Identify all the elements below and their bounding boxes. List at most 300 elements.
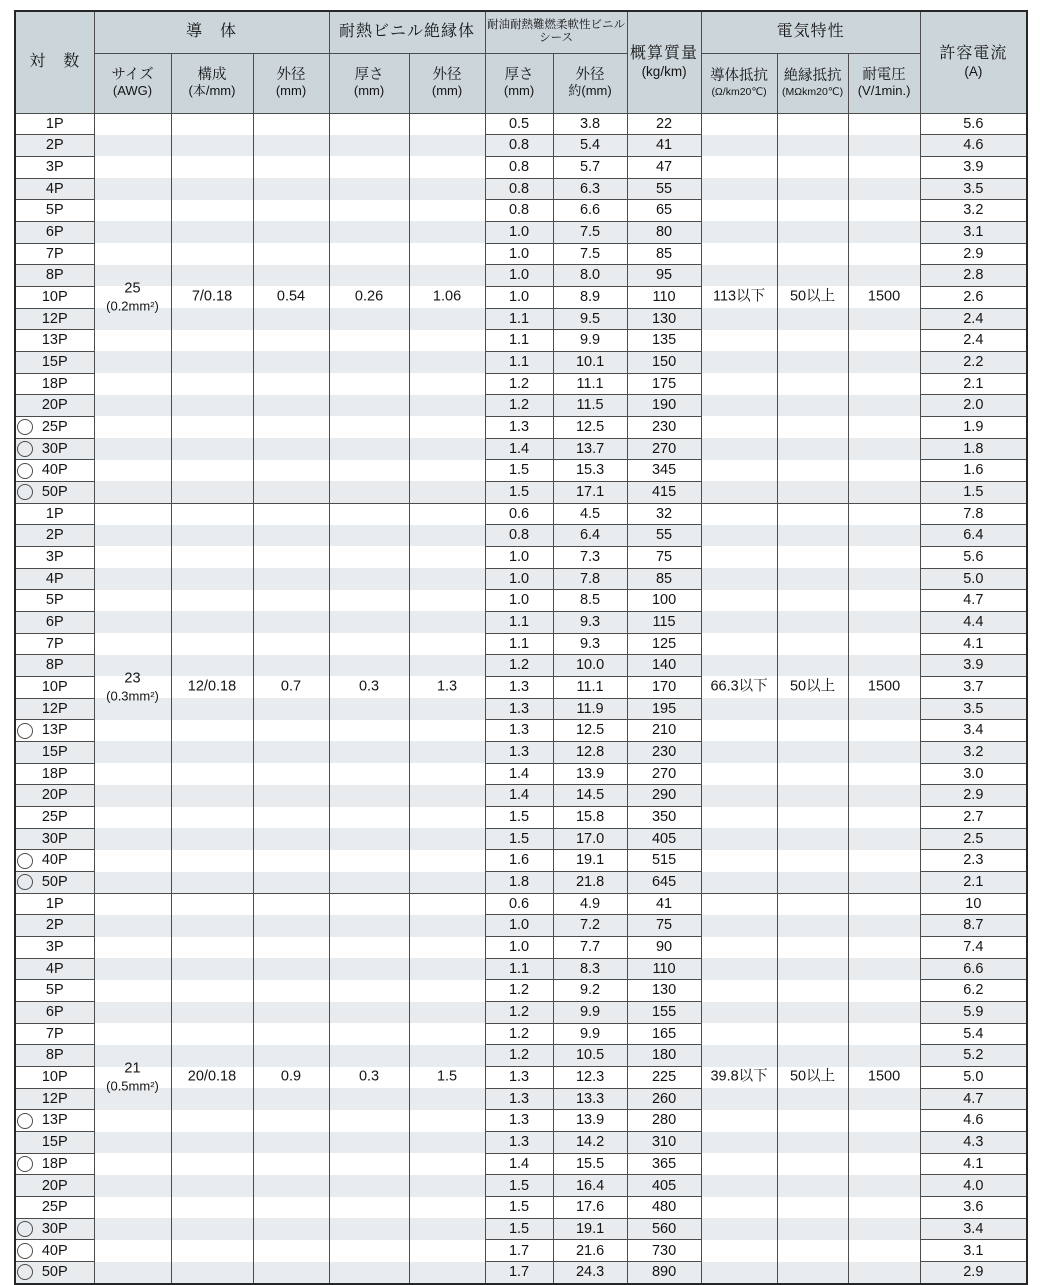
conductor-od-cell xyxy=(253,395,329,417)
insulation-resistance-cell xyxy=(777,958,848,980)
sheath-thickness-cell: 1.2 xyxy=(485,395,553,417)
sheath-od-cell: 13.9 xyxy=(553,1110,627,1132)
conductor-od-cell xyxy=(253,720,329,742)
conductor-resistance-cell xyxy=(701,1132,777,1154)
pair-count-cell xyxy=(15,395,94,417)
mass-cell: 180 xyxy=(627,1045,701,1067)
allowable-current-cell: 5.4 xyxy=(920,1023,1027,1045)
insulation-thickness-cell xyxy=(329,1067,409,1089)
allowable-current-cell: 4.6 xyxy=(920,1110,1027,1132)
insulation-od-cell xyxy=(409,351,485,373)
pair-count-label: 2P xyxy=(45,917,64,934)
conductor-od-cell xyxy=(253,286,329,308)
pair-count-label: 6P xyxy=(45,223,64,240)
table-row xyxy=(15,286,1027,308)
table-row xyxy=(15,308,1027,330)
sheath-thickness-cell: 1.1 xyxy=(485,351,553,373)
insulation-resistance-cell xyxy=(777,416,848,438)
insulation-resistance-cell xyxy=(777,850,848,872)
insulation-od-cell xyxy=(409,1218,485,1240)
allowable-current-cell: 6.6 xyxy=(920,958,1027,980)
size-cell xyxy=(94,1023,171,1045)
sheath-od-cell: 9.9 xyxy=(553,1023,627,1045)
sheath-thickness-cell: 1.4 xyxy=(485,763,553,785)
construction-cell xyxy=(171,980,253,1002)
sheath-thickness-cell: 1.0 xyxy=(485,265,553,287)
mass-cell: 85 xyxy=(627,243,701,265)
allowable-current-cell: 4.7 xyxy=(920,590,1027,612)
withstand-voltage-cell xyxy=(848,611,920,633)
sheath-thickness-cell: 1.3 xyxy=(485,1088,553,1110)
sheath-od-cell: 11.5 xyxy=(553,395,627,417)
table-row xyxy=(15,1002,1027,1024)
conductor-resistance-cell xyxy=(701,135,777,157)
construction-cell xyxy=(171,807,253,829)
insulation-od-cell xyxy=(409,373,485,395)
insulation-od-cell xyxy=(409,1197,485,1219)
allowable-current-cell: 2.9 xyxy=(920,1262,1027,1284)
ins_resistance-value: 50以上 xyxy=(789,678,836,695)
conductor-od-cell xyxy=(253,113,329,135)
insulation-resistance-cell xyxy=(777,351,848,373)
insulation-od-cell xyxy=(409,1045,485,1067)
conductor-resistance-cell xyxy=(701,655,777,677)
table-row xyxy=(15,958,1027,980)
pair-count-label: 8P xyxy=(45,1047,64,1064)
insulation-resistance-cell xyxy=(777,265,848,287)
conductor-resistance-cell xyxy=(701,178,777,200)
conductor-resistance-cell xyxy=(701,1153,777,1175)
header-current-unit: (A) xyxy=(964,64,983,80)
withstand-voltage-cell xyxy=(848,698,920,720)
allowable-current-cell: 3.5 xyxy=(920,698,1027,720)
conductor-od-cell xyxy=(253,590,329,612)
mass-cell: 175 xyxy=(627,373,701,395)
table-row xyxy=(15,698,1027,720)
insulation-od-cell xyxy=(409,395,485,417)
pair-count-cell xyxy=(15,1175,94,1197)
conductor-resistance-cell xyxy=(701,1110,777,1132)
mass-cell: 55 xyxy=(627,178,701,200)
conductor-od-cell xyxy=(253,1262,329,1284)
mass-cell: 110 xyxy=(627,286,701,308)
insulation-thickness-cell xyxy=(329,503,409,525)
conductor_od-value: 0.54 xyxy=(276,288,306,305)
sheath-thickness-cell: 0.8 xyxy=(485,525,553,547)
pair-count-cell xyxy=(15,503,94,525)
table-row xyxy=(15,1197,1027,1219)
conductor-resistance-cell xyxy=(701,741,777,763)
conductor-resistance-cell xyxy=(701,698,777,720)
table-row xyxy=(15,676,1027,698)
insulation-resistance-cell xyxy=(777,525,848,547)
size-cell xyxy=(94,958,171,980)
insulation-od-cell xyxy=(409,481,485,503)
table-row xyxy=(15,655,1027,677)
construction-cell xyxy=(171,1132,253,1154)
ins_od-value: 1.3 xyxy=(436,678,458,695)
allowable-current-cell: 4.1 xyxy=(920,633,1027,655)
allowable-current-cell: 6.2 xyxy=(920,980,1027,1002)
mass-cell: 165 xyxy=(627,1023,701,1045)
pair-count-label: 10P xyxy=(41,679,68,696)
size-cell xyxy=(94,850,171,872)
insulation-od-cell xyxy=(409,416,485,438)
sheath-thickness-cell: 1.5 xyxy=(485,460,553,482)
pair-count-label: 12P xyxy=(41,1090,68,1107)
pair-count-label: 6P xyxy=(45,1004,64,1021)
table-row xyxy=(15,481,1027,503)
size-cell xyxy=(94,1197,171,1219)
sheath-od-cell: 21.6 xyxy=(553,1240,627,1262)
insulation-od-cell xyxy=(409,1067,485,1089)
sheath-thickness-cell: 1.2 xyxy=(485,1023,553,1045)
table-row xyxy=(15,741,1027,763)
insulation-od-cell xyxy=(409,633,485,655)
sheath-od-cell: 16.4 xyxy=(553,1175,627,1197)
size-cell xyxy=(94,546,171,568)
withstand-voltage-cell xyxy=(848,438,920,460)
withstand-voltage-cell xyxy=(848,135,920,157)
withstand-voltage-cell xyxy=(848,308,920,330)
size-cell xyxy=(94,590,171,612)
insulation-thickness-cell xyxy=(329,113,409,135)
insulation-od-cell xyxy=(409,1240,485,1262)
withstand-voltage-cell xyxy=(848,720,920,742)
insulation-resistance-cell xyxy=(777,807,848,829)
insulation-resistance-cell xyxy=(777,135,848,157)
sheath-thickness-cell: 1.6 xyxy=(485,850,553,872)
insulation-od-cell xyxy=(409,178,485,200)
size-cell xyxy=(94,156,171,178)
allowable-current-cell: 1.8 xyxy=(920,438,1027,460)
header-insulation-thickness xyxy=(329,53,409,113)
mass-cell: 100 xyxy=(627,590,701,612)
table-row xyxy=(15,265,1027,287)
withstand-voltage-cell xyxy=(848,1002,920,1024)
size-cell xyxy=(94,243,171,265)
insulation-thickness-cell xyxy=(329,265,409,287)
conductor-resistance-cell xyxy=(701,460,777,482)
size-cell xyxy=(94,373,171,395)
mass-cell: 41 xyxy=(627,135,701,157)
conductor-resistance-cell xyxy=(701,1175,777,1197)
allowable-current-cell: 8.7 xyxy=(920,915,1027,937)
mass-cell: 645 xyxy=(627,872,701,894)
sheath-od-cell: 8.3 xyxy=(553,958,627,980)
header-insulation-od xyxy=(409,53,485,113)
table-row xyxy=(15,785,1027,807)
construction-cell xyxy=(171,720,253,742)
sheath-od-cell: 7.5 xyxy=(553,221,627,243)
withstand-voltage-cell xyxy=(848,893,920,915)
withstand-voltage-cell xyxy=(848,351,920,373)
conductor-resistance-cell xyxy=(701,1045,777,1067)
mass-cell: 110 xyxy=(627,958,701,980)
header-insulation-thickness-unit: (mm) xyxy=(353,83,385,99)
resistance-value: 113以下 xyxy=(713,288,766,305)
table-row xyxy=(15,763,1027,785)
insulation-od-cell xyxy=(409,1262,485,1284)
size-cell xyxy=(94,525,171,547)
size-cell xyxy=(94,785,171,807)
header-resistance xyxy=(701,53,777,113)
conductor-od-cell xyxy=(253,438,329,460)
construction-cell xyxy=(171,763,253,785)
conductor-resistance-cell xyxy=(701,980,777,1002)
pair-count-cell xyxy=(15,1067,94,1089)
allowable-current-cell: 3.7 xyxy=(920,676,1027,698)
mass-cell: 130 xyxy=(627,308,701,330)
conductor-resistance-cell xyxy=(701,720,777,742)
spec-table-header xyxy=(15,11,1027,113)
table-row xyxy=(15,568,1027,590)
allowable-current-cell: 3.4 xyxy=(920,1218,1027,1240)
size-cell xyxy=(94,1110,171,1132)
withstand-voltage-cell xyxy=(848,113,920,135)
header-sheath-thickness xyxy=(485,53,553,113)
withstand-voltage-cell xyxy=(848,633,920,655)
construction-cell xyxy=(171,915,253,937)
pair-count-label: 8P xyxy=(45,657,64,674)
insulation-od-cell xyxy=(409,741,485,763)
sheath-thickness-cell: 1.3 xyxy=(485,741,553,763)
size-cell xyxy=(94,893,171,915)
table-row xyxy=(15,438,1027,460)
spec-table xyxy=(14,10,1028,1285)
sheath-od-cell: 9.3 xyxy=(553,611,627,633)
mass-cell: 95 xyxy=(627,265,701,287)
insulation-thickness-cell xyxy=(329,655,409,677)
mass-cell: 515 xyxy=(627,850,701,872)
insulation-thickness-cell xyxy=(329,481,409,503)
insulation-od-cell xyxy=(409,763,485,785)
header-insulation-resistance xyxy=(777,53,848,113)
header-insulation-resistance-label: 絶縁抵抗 xyxy=(783,68,842,85)
pair-count-cell xyxy=(15,178,94,200)
withstand-voltage-cell xyxy=(848,828,920,850)
pair-count-label: 25P xyxy=(41,418,68,435)
insulation-od-cell xyxy=(409,1023,485,1045)
insulation-resistance-cell xyxy=(777,1067,848,1089)
sheath-od-cell: 21.8 xyxy=(553,872,627,894)
mass-cell: 350 xyxy=(627,807,701,829)
withstand-voltage-cell xyxy=(848,915,920,937)
mass-cell: 41 xyxy=(627,893,701,915)
pair-count-cell xyxy=(15,1197,94,1219)
pair-count-cell xyxy=(15,872,94,894)
construction-cell xyxy=(171,741,253,763)
conductor-od-cell xyxy=(253,460,329,482)
header-voltage xyxy=(848,53,920,113)
conductor-od-cell xyxy=(253,351,329,373)
sheath-od-cell: 5.4 xyxy=(553,135,627,157)
withstand-voltage-cell xyxy=(848,395,920,417)
pair-count-cell xyxy=(15,915,94,937)
pair-count-cell xyxy=(15,1262,94,1284)
sheath-thickness-cell: 1.3 xyxy=(485,1110,553,1132)
pair-count-label: 30P xyxy=(41,440,68,457)
header-mass-label: 概算質量 xyxy=(630,44,699,62)
construction-cell xyxy=(171,156,253,178)
conductor-od-cell xyxy=(253,915,329,937)
sheath-od-cell: 14.2 xyxy=(553,1132,627,1154)
construction-value: 20/0.18 xyxy=(187,1068,237,1085)
insulation-od-cell xyxy=(409,330,485,352)
conductor-resistance-cell xyxy=(701,438,777,460)
header-construction-unit: (本/mm) xyxy=(188,83,236,99)
mass-cell: 290 xyxy=(627,785,701,807)
pair-count-label: 18P xyxy=(41,1155,68,1172)
insulation-thickness-cell xyxy=(329,633,409,655)
sheath-thickness-cell: 1.5 xyxy=(485,828,553,850)
size-cell xyxy=(94,416,171,438)
sheath-od-cell: 5.7 xyxy=(553,156,627,178)
pair-count-label: 1P xyxy=(45,505,64,522)
construction-cell xyxy=(171,568,253,590)
construction-cell xyxy=(171,1045,253,1067)
insulation-thickness-cell xyxy=(329,546,409,568)
mass-cell: 280 xyxy=(627,1110,701,1132)
conductor-od-cell xyxy=(253,655,329,677)
withstand-voltage-cell xyxy=(848,1088,920,1110)
size-cell xyxy=(94,915,171,937)
insulation-resistance-cell xyxy=(777,785,848,807)
withstand-voltage-cell xyxy=(848,178,920,200)
size-cell xyxy=(94,741,171,763)
withstand-voltage-cell xyxy=(848,785,920,807)
insulation-thickness-cell xyxy=(329,1153,409,1175)
allowable-current-cell: 2.0 xyxy=(920,395,1027,417)
allowable-current-cell: 3.0 xyxy=(920,763,1027,785)
insulation-resistance-cell xyxy=(777,1088,848,1110)
sheath-od-cell: 15.5 xyxy=(553,1153,627,1175)
sheath-thickness-cell: 1.0 xyxy=(485,937,553,959)
conductor-resistance-cell xyxy=(701,1023,777,1045)
insulation-resistance-cell xyxy=(777,741,848,763)
construction-cell xyxy=(171,330,253,352)
construction-cell xyxy=(171,178,253,200)
insulation-od-cell xyxy=(409,655,485,677)
construction-cell xyxy=(171,113,253,135)
insulation-resistance-cell xyxy=(777,611,848,633)
allowable-current-cell: 4.7 xyxy=(920,1088,1027,1110)
pair-count-cell xyxy=(15,1153,94,1175)
size-cell xyxy=(94,611,171,633)
allowable-current-cell: 4.6 xyxy=(920,135,1027,157)
sheath-thickness-cell: 1.2 xyxy=(485,655,553,677)
header-sheath-od xyxy=(553,53,627,113)
insulation-thickness-cell xyxy=(329,676,409,698)
sheath-thickness-cell: 1.4 xyxy=(485,438,553,460)
insulation-thickness-cell xyxy=(329,850,409,872)
size-cell xyxy=(94,980,171,1002)
sheath-thickness-cell: 1.2 xyxy=(485,1002,553,1024)
pair-count-cell xyxy=(15,1023,94,1045)
conductor-resistance-cell xyxy=(701,590,777,612)
conductor-resistance-cell xyxy=(701,1088,777,1110)
construction-cell xyxy=(171,1110,253,1132)
withstand-voltage-cell xyxy=(848,330,920,352)
allowable-current-cell: 5.6 xyxy=(920,546,1027,568)
ins_resistance-value: 50以上 xyxy=(789,288,836,305)
construction-cell xyxy=(171,460,253,482)
pair-count-label: 12P xyxy=(41,700,68,717)
table-row xyxy=(15,178,1027,200)
table-row xyxy=(15,113,1027,135)
table-row xyxy=(15,1262,1027,1284)
construction-cell xyxy=(171,1088,253,1110)
table-row xyxy=(15,330,1027,352)
conductor-resistance-cell xyxy=(701,221,777,243)
insulation-od-cell xyxy=(409,915,485,937)
allowable-current-cell: 3.9 xyxy=(920,655,1027,677)
conductor-resistance-cell xyxy=(701,113,777,135)
resistance-value: 39.8以下 xyxy=(710,1068,768,1085)
table-row xyxy=(15,243,1027,265)
mass-cell: 560 xyxy=(627,1218,701,1240)
header-sheath-od-unit: 約(mm) xyxy=(568,83,612,99)
withstand-voltage-cell xyxy=(848,1045,920,1067)
table-row xyxy=(15,1153,1027,1175)
conductor-resistance-cell xyxy=(701,568,777,590)
insulation-od-cell xyxy=(409,785,485,807)
pair-count-label: 40P xyxy=(41,852,68,869)
table-row xyxy=(15,1045,1027,1067)
allowable-current-cell: 3.1 xyxy=(920,1240,1027,1262)
construction-cell xyxy=(171,698,253,720)
insulation-od-cell xyxy=(409,113,485,135)
allowable-current-cell: 3.6 xyxy=(920,1197,1027,1219)
pair-count-label: 15P xyxy=(41,353,68,370)
header-electrical xyxy=(701,11,920,53)
insulation-od-cell xyxy=(409,828,485,850)
conductor-od-cell xyxy=(253,937,329,959)
conductor-resistance-cell xyxy=(701,1218,777,1240)
withstand-voltage-cell xyxy=(848,1110,920,1132)
allowable-current-cell: 7.4 xyxy=(920,937,1027,959)
sheath-thickness-cell: 1.3 xyxy=(485,676,553,698)
insulation-thickness-cell xyxy=(329,200,409,222)
sheath-od-cell: 12.8 xyxy=(553,741,627,763)
insulation-thickness-cell xyxy=(329,1240,409,1262)
insulation-thickness-cell xyxy=(329,611,409,633)
mass-cell: 65 xyxy=(627,200,701,222)
withstand-voltage-cell xyxy=(848,1175,920,1197)
conductor-od-cell xyxy=(253,1153,329,1175)
size-value: 21 (0.5mm²) xyxy=(106,1060,159,1094)
withstand-voltage-cell xyxy=(848,850,920,872)
insulation-resistance-cell xyxy=(777,1197,848,1219)
table-row xyxy=(15,200,1027,222)
construction-cell xyxy=(171,503,253,525)
pair-count-label: 10P xyxy=(41,288,68,305)
construction-cell xyxy=(171,785,253,807)
insulation-resistance-cell xyxy=(777,243,848,265)
withstand-voltage-cell xyxy=(848,1132,920,1154)
sheath-thickness-cell: 1.5 xyxy=(485,1218,553,1240)
header-conductor-label: 導 体 xyxy=(186,23,238,41)
insulation-thickness-cell xyxy=(329,1175,409,1197)
pair-count-cell xyxy=(15,156,94,178)
allowable-current-cell: 2.9 xyxy=(920,243,1027,265)
pair-count-cell xyxy=(15,655,94,677)
circle-mark-icon xyxy=(17,1243,33,1259)
circle-mark-icon xyxy=(17,1113,33,1129)
header-construction xyxy=(171,53,253,113)
circle-mark-icon xyxy=(17,874,33,890)
size-cell xyxy=(94,503,171,525)
